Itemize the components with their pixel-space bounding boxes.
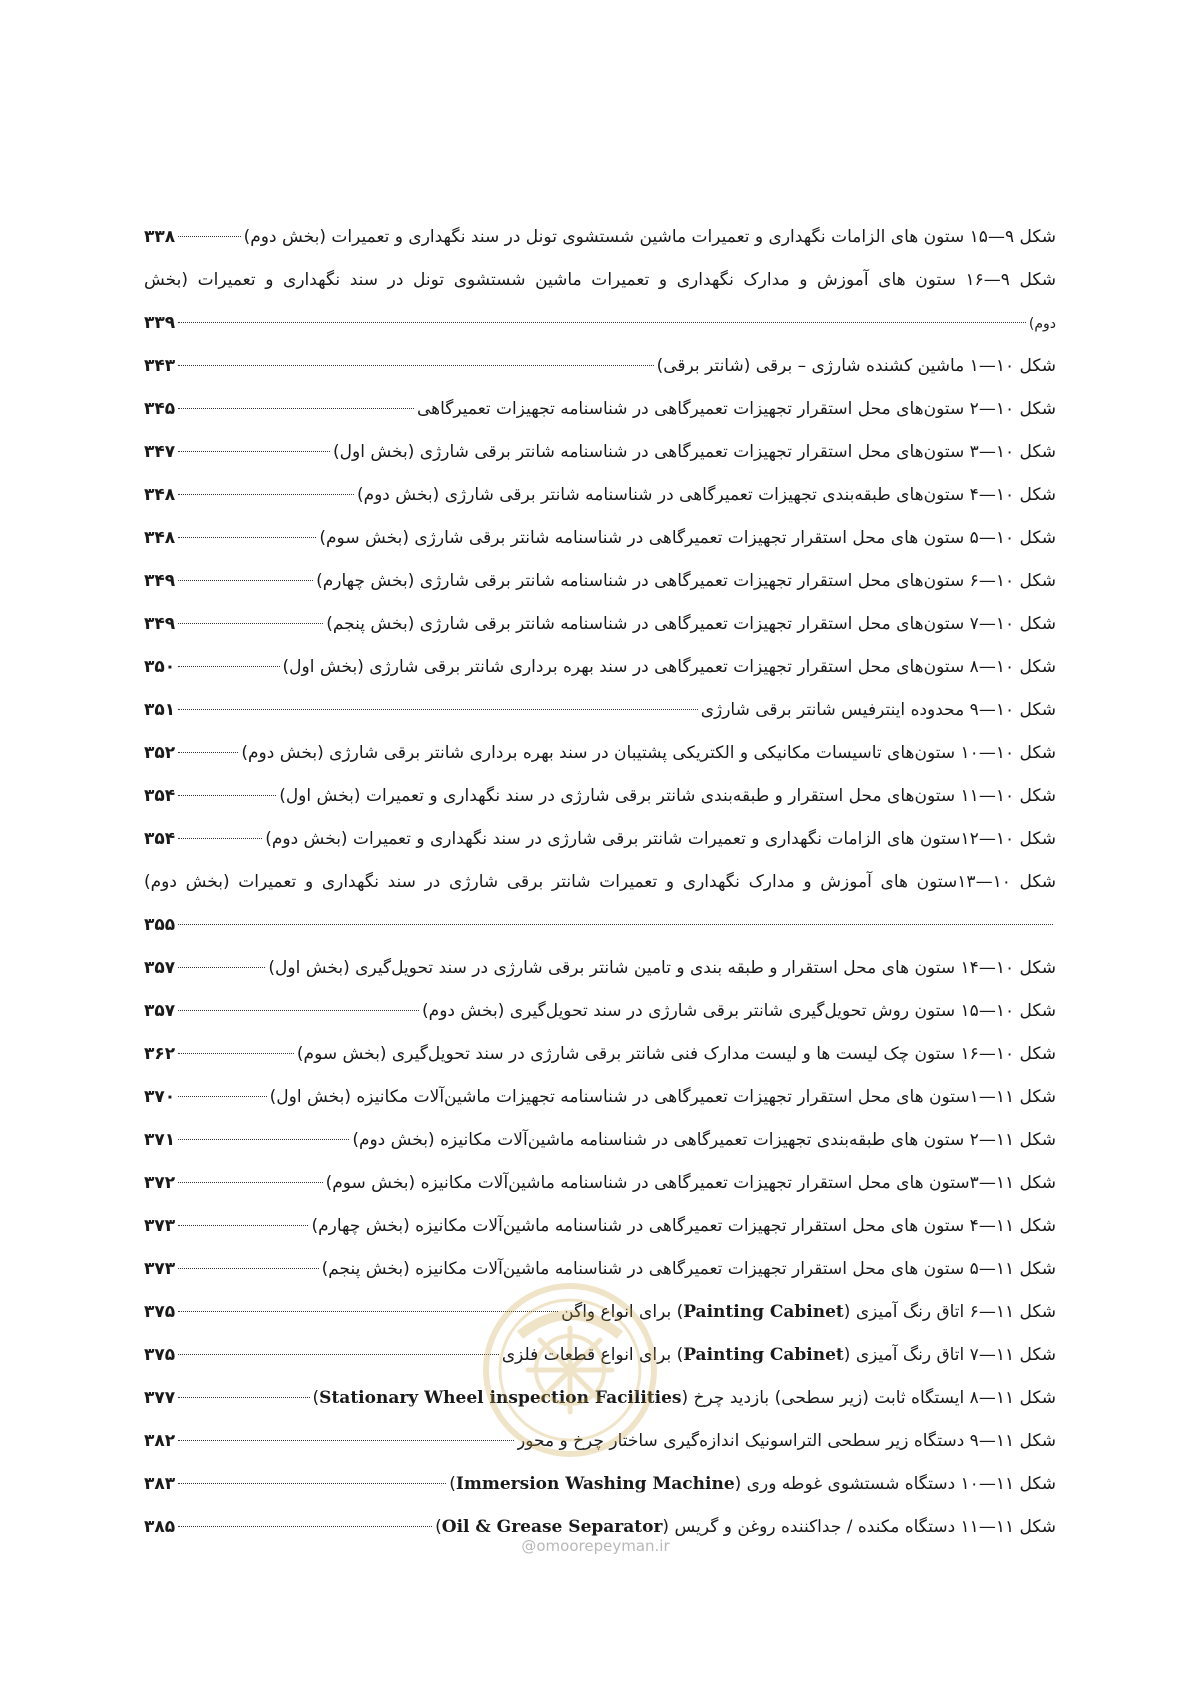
figure-entry-title-text: شکل ۱۰—۵ ستون های محل استقرار تجهیزات تعمیرگاهی در شناسنامه شانتر برقی شارژی (بخش سوم) bbox=[319, 528, 1056, 548]
figure-entry-title-text: شکل ۱۰—۴ ستون‌های طبقه‌بندی تجهیزات تعمیرگاهی در شناسنامه شانتر برقی شارژی (بخش دوم) bbox=[356, 485, 1056, 505]
page-number: ۳۷۲ bbox=[144, 1173, 176, 1193]
page-number: ۳۸۳ bbox=[144, 1474, 176, 1494]
dot-leader bbox=[178, 1182, 322, 1183]
figure-entry[interactable] bbox=[144, 216, 1056, 259]
figure-entry-title-suffix: ) bbox=[312, 1388, 320, 1408]
dot-leader bbox=[178, 752, 238, 753]
figure-entry[interactable] bbox=[144, 1162, 1056, 1205]
figure-entry-title-suffix: ) برای انواع قطعات فلزی bbox=[501, 1345, 684, 1365]
figure-entry-title-text: شکل ۱۰—۱۴ ستون های محل استقرار و طبقه بندی و تامین شانتر برقی شارژی در سند تحویل‌گیری (بخش اول) bbox=[268, 958, 1056, 978]
figure-entry-title bbox=[265, 818, 1056, 861]
figure-entry-title-text: شکل ۱۱—۲ ستون های طبقه‌بندی تجهیزات تعمیرگاهی در شناسنامه ماشین‌آلات مکانیزه (بخش دوم) bbox=[352, 1130, 1056, 1150]
figure-entry-title-text: شکل ۹—۱۶ ستون های آموزش و مدارک نگهداری و تعمیرات ماشین شستشوی تونل در سند نگهداری و تعمیرات (بخش bbox=[144, 270, 1056, 290]
page-number: ۳۵۲ bbox=[144, 743, 176, 763]
figure-entry-title-text: شکل ۱۰—۸ ستون‌های محل استقرار تجهیزات تعمیرگاهی در سند بهره برداری شانتر برقی شارژی (بخش اول) bbox=[282, 657, 1056, 677]
figure-entry[interactable] bbox=[144, 1119, 1056, 1162]
page-number: ۳۸۵ bbox=[144, 1517, 176, 1537]
page-number: ۳۷۱ bbox=[144, 1130, 176, 1150]
figure-entry-continuation: دوم) bbox=[1028, 316, 1056, 332]
figure-entry[interactable] bbox=[144, 646, 1056, 689]
figure-entry-title bbox=[517, 1420, 1056, 1463]
figure-entry-title bbox=[144, 259, 1056, 302]
figure-entry-title bbox=[313, 1377, 1056, 1420]
figure-entry-title-suffix: ) برای انواع واگن bbox=[561, 1302, 684, 1322]
figure-entry-continuation-line bbox=[144, 302, 1056, 345]
dot-leader bbox=[178, 924, 1053, 925]
figure-entry-title bbox=[417, 388, 1056, 431]
figure-entry-title-text: شکل ۱۰—۱۶ ستون چک لیست ها و لیست مدارک فنی شانتر برقی شارژی در سند تحویل‌گیری (بخش سوم) bbox=[296, 1044, 1056, 1064]
figure-entry[interactable] bbox=[144, 431, 1056, 474]
figure-entry-title-text: شکل ۱۱—۱۰ دستگاه شستشوی غوطه وری ( bbox=[734, 1474, 1056, 1494]
page-number: ۳۷۵ bbox=[144, 1302, 176, 1322]
figure-entry-title bbox=[316, 560, 1056, 603]
at-icon: @ bbox=[521, 1537, 537, 1555]
figure-entry-title-text: شکل ۱۱—۵ ستون های محل استقرار تجهیزات تعمیرگاهی در شناسنامه ماشین‌آلات مکانیزه (بخش پنجم) bbox=[321, 1259, 1056, 1279]
page-number: ۳۷۷ bbox=[144, 1388, 176, 1408]
figure-entry[interactable] bbox=[144, 732, 1056, 775]
page-number: ۳۷۳ bbox=[144, 1259, 176, 1279]
dot-leader bbox=[178, 451, 330, 452]
figure-entry-title-text: شکل ۱۱—۱۱ دستگاه مکنده / جداکننده روغن و گریس ( bbox=[662, 1517, 1056, 1537]
figure-entry-title bbox=[311, 1205, 1056, 1248]
dot-leader bbox=[178, 1010, 419, 1011]
page-number: ۳۴۸ bbox=[144, 528, 176, 548]
figure-entry-title-text: شکل ۱۰—۱۳ستون های آموزش و مدارک نگهداری و تعمیرات شانتر برقی شارژی در سند نگهداری و تعمیرات (بخش دوم) bbox=[144, 872, 1056, 892]
figure-entry[interactable] bbox=[144, 1205, 1056, 1248]
page-number: ۳۵۱ bbox=[144, 700, 176, 720]
dot-leader bbox=[178, 1225, 308, 1226]
dot-leader bbox=[178, 623, 323, 624]
figure-entry[interactable] bbox=[144, 1033, 1056, 1076]
figure-entry-title-text: شکل ۱۰—۱۲ستون های الزامات نگهداری و تعمیرات شانتر برقی شارژی در سند نگهداری و تعمیرات (بخش دوم) bbox=[265, 829, 1056, 849]
figure-entry-title-text: شکل ۱۱—۳ستون های محل استقرار تجهیزات تعمیرگاهی در شناسنامه ماشین‌آلات مکانیزه (بخش سوم) bbox=[325, 1173, 1056, 1193]
page-number: ۳۳۹ bbox=[144, 313, 176, 333]
figure-entry-latin-term: Oil & Grease Separator bbox=[441, 1517, 663, 1537]
figure-entry-latin-term: Immersion Washing Machine bbox=[455, 1474, 735, 1494]
dot-leader bbox=[178, 1139, 349, 1140]
watermark-url-text: omoorepeyman.ir bbox=[536, 1537, 670, 1555]
dot-leader bbox=[178, 967, 265, 968]
figure-entry-title bbox=[422, 990, 1056, 1033]
figure-entry-latin-term: Stationary Wheel inspection Facilities bbox=[319, 1388, 682, 1408]
figure-entry-title bbox=[357, 474, 1056, 517]
page-number: ۳۷۵ bbox=[144, 1345, 176, 1365]
figure-entry[interactable] bbox=[144, 345, 1056, 388]
figure-entry[interactable] bbox=[144, 1076, 1056, 1119]
figure-entry[interactable] bbox=[144, 388, 1056, 431]
figure-entry-title-text: شکل ۱۰—۱۱ ستون‌های محل استقرار و طبقه‌بندی شانتر برقی شارژی در سند نگهداری و تعمیرات (بخش اول) bbox=[279, 786, 1056, 806]
figure-entry[interactable] bbox=[144, 1420, 1056, 1463]
figure-entry-title-text: شکل ۹—۱۵ ستون های الزامات نگهداری و تعمیرات ماشین شستشوی تونل در سند نگهداری و تعمیرات (بخش دوم) bbox=[243, 227, 1056, 247]
figure-entry-title-text: شکل ۱۰—۲ ستون‌های محل استقرار تجهیزات تعمیرگاهی در شناسنامه تجهیزات تعمیرگاهی bbox=[416, 399, 1056, 419]
dot-leader bbox=[178, 1268, 318, 1269]
figure-entry-title-text: شکل ۱۰—۱۵ ستون روش تحویل‌گیری شانتر برقی شارژی در سند تحویل‌گیری (بخش دوم) bbox=[422, 1001, 1056, 1021]
figure-entry-latin-term: Painting Cabinet bbox=[683, 1302, 844, 1322]
dot-leader bbox=[178, 666, 279, 667]
list-of-figures bbox=[144, 216, 1056, 1549]
figure-entry-title bbox=[144, 861, 1056, 904]
figure-entry[interactable] bbox=[144, 259, 1056, 345]
figure-entry[interactable] bbox=[144, 689, 1056, 732]
figure-entry[interactable] bbox=[144, 474, 1056, 517]
figure-entry-title bbox=[283, 646, 1057, 689]
figure-entry-title bbox=[244, 216, 1056, 259]
figure-entry-title-text: شکل ۱۱—۹ دستگاه زیر سطحی التراسونیک اندازه‌گیری ساختار چرخ و محور bbox=[517, 1431, 1056, 1451]
page-number: ۳۶۲ bbox=[144, 1044, 176, 1064]
figure-entry[interactable] bbox=[144, 560, 1056, 603]
figure-entry-title bbox=[322, 1248, 1056, 1291]
figure-entry[interactable] bbox=[144, 1377, 1056, 1420]
page-number: ۳۷۰ bbox=[144, 1087, 176, 1107]
page-number: ۳۴۵ bbox=[144, 399, 176, 419]
figure-entry-title-text: شکل ۱۰—۶ ستون‌های محل استقرار تجهیزات تعمیرگاهی در شناسنامه شانتر برقی شارژی (بخش چهارم) bbox=[316, 571, 1056, 591]
dot-leader bbox=[178, 795, 276, 796]
figure-entry[interactable] bbox=[144, 1291, 1056, 1334]
dot-leader bbox=[178, 537, 316, 538]
dot-leader bbox=[178, 408, 414, 409]
figure-entry-title bbox=[279, 775, 1056, 818]
watermark-url bbox=[0, 1537, 1191, 1555]
figure-entry-title bbox=[270, 1076, 1056, 1119]
figure-entry[interactable] bbox=[144, 1334, 1056, 1377]
figure-entry-title bbox=[352, 1119, 1056, 1162]
figure-entry-title-suffix: ) bbox=[449, 1474, 456, 1494]
dot-leader bbox=[178, 1311, 558, 1312]
figure-entry-title bbox=[268, 947, 1056, 990]
figure-entry-latin-term: Painting Cabinet bbox=[683, 1345, 844, 1365]
page-number: ۳۵۵ bbox=[144, 915, 176, 935]
page-number: ۳۴۸ bbox=[144, 485, 176, 505]
figure-entry[interactable] bbox=[144, 603, 1056, 646]
dot-leader bbox=[178, 580, 313, 581]
dot-leader bbox=[178, 838, 262, 839]
figure-entry-title-text: شکل ۱۰—۱ ماشین کشنده شارژی – برقی (شانتر برقی) bbox=[656, 356, 1056, 376]
page-number: ۳۴۹ bbox=[144, 614, 176, 634]
dot-leader bbox=[178, 709, 698, 710]
figure-entry-title bbox=[561, 1291, 1056, 1334]
figure-entry-title-text: شکل ۱۱—۷ اتاق رنگ آمیزی ( bbox=[843, 1345, 1056, 1365]
dot-leader bbox=[178, 236, 240, 237]
figure-entry-title-text: شکل ۱۰—۷ ستون‌های محل استقرار تجهیزات تعمیرگاهی در شناسنامه شانتر برقی شارژی (بخش پنجم) bbox=[326, 614, 1056, 634]
figure-entry-title bbox=[326, 1162, 1056, 1205]
figure-entry-continuation-line bbox=[144, 904, 1056, 947]
page-number: ۳۴۷ bbox=[144, 442, 176, 462]
figure-entry-title-text: شکل ۱۱—۸ ایستگاه ثابت (زیر سطحی) بازدید چرخ ( bbox=[681, 1388, 1056, 1408]
figure-entry[interactable] bbox=[144, 818, 1056, 861]
figure-entry-title bbox=[449, 1463, 1056, 1506]
page-number: ۳۷۳ bbox=[144, 1216, 176, 1236]
dot-leader bbox=[178, 365, 653, 366]
figure-entry-title bbox=[502, 1334, 1056, 1377]
dot-leader bbox=[178, 494, 354, 495]
dot-leader bbox=[178, 1053, 294, 1054]
figure-entry-title bbox=[319, 517, 1056, 560]
dot-leader bbox=[178, 1397, 309, 1398]
figure-entry-title bbox=[333, 431, 1056, 474]
figure-entry[interactable] bbox=[144, 861, 1056, 947]
figure-entry-title-text: شکل ۱۱—۱ستون های محل استقرار تجهیزات تعمیرگاهی در شناسنامه تجهیزات ماشین‌آلات مکانیزه (بخش اول) bbox=[269, 1087, 1056, 1107]
page-number: ۳۸۲ bbox=[144, 1431, 176, 1451]
dot-leader bbox=[178, 1526, 432, 1527]
page-number: ۳۵۴ bbox=[144, 786, 176, 806]
figure-entry[interactable] bbox=[144, 775, 1056, 818]
figure-entry-title bbox=[297, 1033, 1056, 1076]
figure-entry-title bbox=[326, 603, 1056, 646]
dot-leader bbox=[178, 1096, 267, 1097]
page-number: ۳۳۸ bbox=[144, 227, 176, 247]
dot-leader bbox=[178, 1440, 514, 1441]
dot-leader bbox=[178, 322, 1026, 323]
page-number: ۳۵۴ bbox=[144, 829, 176, 849]
page-number: ۳۴۳ bbox=[144, 356, 176, 376]
figure-entry[interactable] bbox=[144, 1248, 1056, 1291]
page-number: ۳۵۷ bbox=[144, 1001, 176, 1021]
figure-entry-title bbox=[657, 345, 1056, 388]
dot-leader bbox=[178, 1354, 499, 1355]
figure-entry-title-text: شکل ۱۱—۶ اتاق رنگ آمیزی ( bbox=[843, 1302, 1056, 1322]
dot-leader bbox=[178, 1483, 446, 1484]
figure-entry-title bbox=[241, 732, 1056, 775]
page-number: ۳۵۷ bbox=[144, 958, 176, 978]
page-number: ۳۴۹ bbox=[144, 571, 176, 591]
figure-entry-title-text: شکل ۱۰—۱۰ ستون‌های تاسیسات مکانیکی و الکتریکی پشتیبان در سند بهره برداری شانتر برقی شارژی (بخش دوم) bbox=[241, 743, 1056, 763]
figure-entry-title bbox=[701, 689, 1056, 732]
figure-entry-title-text: شکل ۱۱—۴ ستون های محل استقرار تجهیزات تعمیرگاهی در شناسنامه ماشین‌آلات مکانیزه (بخش چهارم) bbox=[311, 1216, 1056, 1236]
figure-entry[interactable] bbox=[144, 1463, 1056, 1506]
figure-entry[interactable] bbox=[144, 947, 1056, 990]
figure-entry-title-text: شکل ۱۰—۹ محدوده اینترفیس شانتر برقی شارژی bbox=[700, 700, 1056, 720]
figure-entry-title-text: شکل ۱۰—۳ ستون‌های محل استقرار تجهیزات تعمیرگاهی در شناسنامه شانتر برقی شارژی (بخش اول) bbox=[333, 442, 1056, 462]
figure-entry-title-suffix: ) bbox=[435, 1517, 442, 1537]
page-number: ۳۵۰ bbox=[144, 657, 176, 677]
figure-entry[interactable] bbox=[144, 990, 1056, 1033]
figure-entry[interactable] bbox=[144, 517, 1056, 560]
